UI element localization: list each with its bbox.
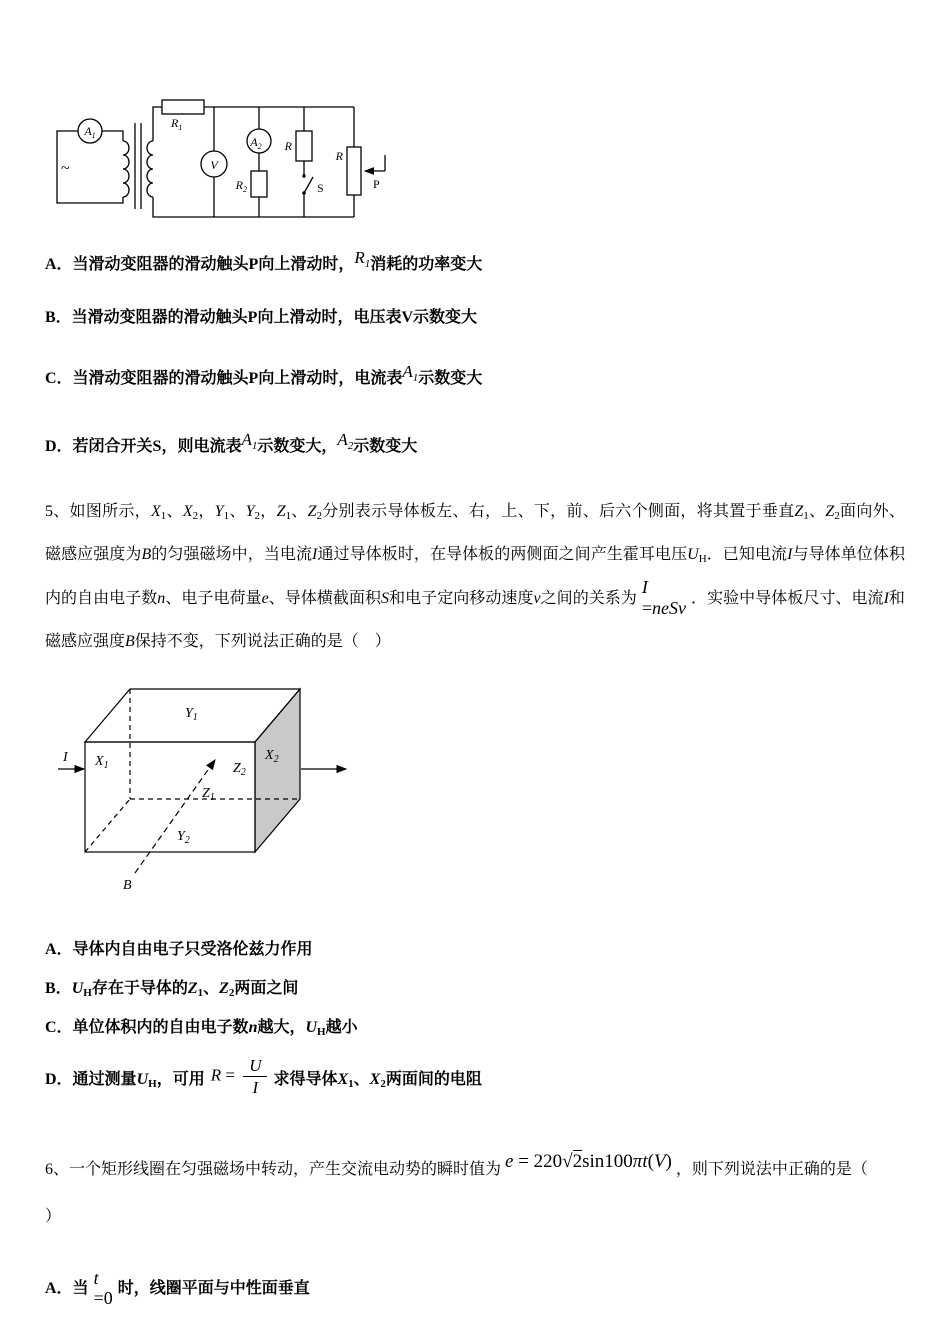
bottom-rail [153,197,354,217]
resistor-r1-box [162,100,204,114]
q5-option-d: D．通过测量$U_H$，可用 R = $\frac{U}{I}$ 求得导体$X_1$、$X_2$两面间的电阻 [45,1055,482,1098]
label-ammeter-a2: $A_2$ [250,135,262,151]
q4-option-a: A．当滑动变阻器的滑动触头P向上滑动时，R1消耗的功率变大 [45,248,483,273]
q5-option-c: C．单位体积内的自由电子数n越大，$U_H$越小 [45,1018,358,1038]
label-face-y2: $Y_2$ [177,828,190,846]
q4-option-b: B．当滑动变阻器的滑动触头P向上滑动时，电压表V示数变大 [45,308,478,326]
label-rheostat-r: R [335,149,343,163]
label-slider-p: P [373,177,380,191]
formula-t-equals-0: t =0 [93,1268,113,1309]
label-face-x1: $X_1$ [95,753,109,771]
rheostat-box [347,147,361,195]
switch-s-blade [304,177,313,193]
switch-contact [302,174,305,177]
source-wire [102,131,123,141]
formula-r-equals-u-over-i: R = $\frac{U}{I}$ [211,1055,268,1099]
fraction-u-over-i: $\frac{U}{I}$ [243,1055,267,1099]
q5-option-b: B．$U_H$存在于导体的$Z_1$、$Z_2$两面之间 [45,979,299,999]
secondary-top-wire [153,107,162,141]
label-resistor-r1: $R_1$ [171,116,183,132]
label-ammeter-a1: $A_1$ [84,124,96,140]
hall-conductor-figure [55,677,385,912]
q6-stem: 6、一个矩形线圈在匀强磁场中转动，产生交流电动势的瞬时值为 e = 220√2sin100πt(V) ，则下列说法中正确的是（ ） [45,1151,868,1225]
q6-option-a: A．当 t =0 时，线圈平面与中性面垂直 [45,1268,310,1309]
box-front-face [85,742,255,852]
ac-source-symbol: ~ [61,160,70,177]
label-resistor-r: R [284,139,292,153]
q4-option-c: C．当滑动变阻器的滑动触头P向上滑动时，电流表A1示数变大 [45,361,483,387]
q5-option-a: A．导体内自由电子只受洛伦兹力作用 [45,940,313,958]
q5-stem-text-2: ．实验中导体板尺寸、电流I和磁感应强度B保持不变，下列说法正确的是（ ） [45,589,905,650]
label-field-b: B [123,877,132,893]
label-current-i: I [63,749,68,765]
label-switch-s: S [317,181,324,195]
label-face-x2: $X_2$ [265,747,279,765]
label-resistor-r2: $R_2$ [235,178,247,194]
label-voltmeter-v: V [210,158,218,172]
label-face-z1: $Z_1$ [202,785,215,803]
resistor-r2-box [251,171,267,197]
q4-option-d: D．若闭合开关S，则电流表A1示数变大，A2示数变大 [45,430,418,456]
resistor-r-box [296,131,312,161]
q5-stem [45,490,905,663]
box-right-face [255,689,300,852]
formula-emf-instantaneous: e = 220√2sin100πt(V) [505,1151,672,1173]
hidden-edge [85,799,130,852]
circuit-diagram [47,95,392,227]
switch-contact [302,191,305,194]
label-face-z2: $Z_2$ [233,760,246,778]
formula-i-equals-nesv: I =neSv [641,577,687,618]
label-face-y1: $Y_1$ [185,705,198,723]
transformer-primary-coil [123,141,129,197]
transformer-secondary-coil [147,141,153,197]
b-field-arrow [135,760,215,873]
q5-stem-text-1: 5、如图所示，$X_1$、$X_2$，$Y_1$、$Y_2$，$Z_1$、$Z_2$分别表示导体板左、右，上、下，前、后六个侧面，将其置于垂直$Z_1$、$Z_2$面向外、磁感应强度为B的匀强磁场中，当电流I通过导体板时，在导体板的两侧面之间产生霍耳电压$U_H$．已知电流I与导体单位体积内的自由电子数n、电子电荷量e、导体横截面积S和电子定向移动速度v之间的关系为 [45,503,905,607]
